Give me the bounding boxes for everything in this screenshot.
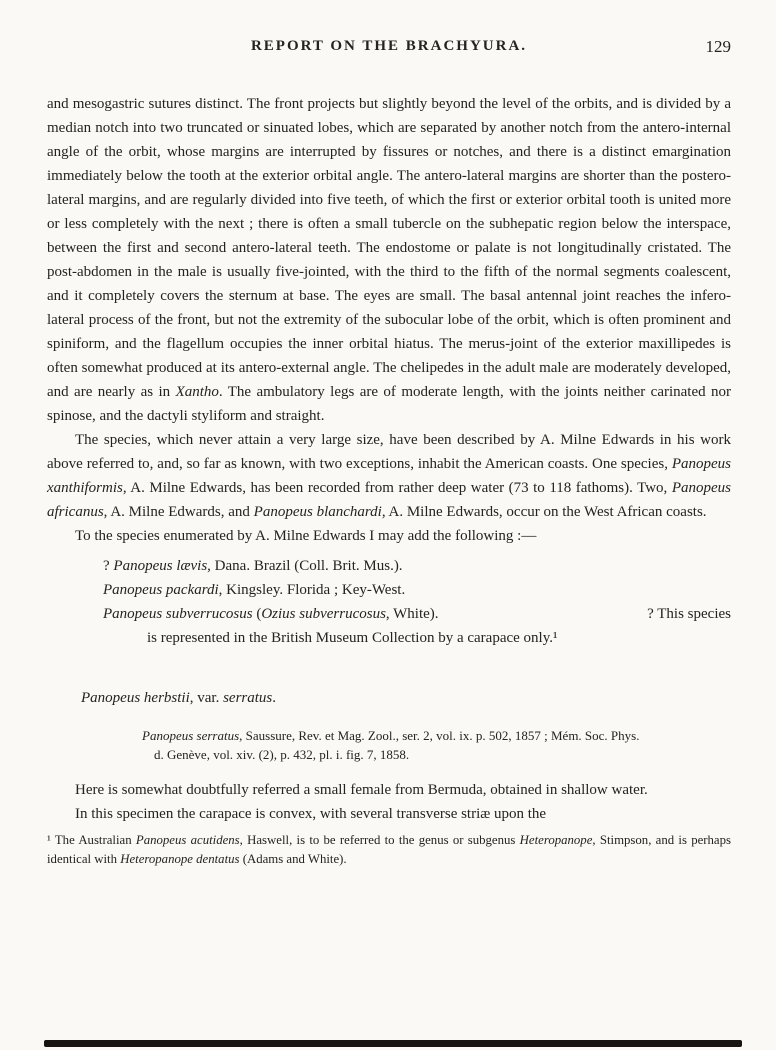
- text-segment: (Adams and White).: [239, 852, 347, 866]
- text-segment: , White).: [385, 606, 439, 622]
- italic-text-segment: Heteropanope dentatus: [120, 852, 240, 866]
- text-segment: The species, which never attain a very large size, have been described by A. Milne Edwards in his work above referred to, and, so far as known, with two exceptions, inhabit the American coasts. One species,: [47, 432, 731, 472]
- citation-line: [154, 745, 731, 764]
- italic-text-segment: Panopeus lævis: [113, 558, 208, 574]
- page-content: [47, 38, 731, 869]
- italic-text-segment: Ozius subverrucosus: [261, 606, 386, 622]
- paragraph-generic-description: [47, 92, 731, 428]
- species-name: [103, 602, 439, 626]
- species-list-item: [103, 602, 731, 626]
- species-note: [647, 602, 731, 626]
- footnote: [47, 831, 731, 869]
- text-segment: , Stimpson, and is perhaps identical with: [47, 833, 731, 866]
- text-segment: ? This species: [647, 606, 731, 622]
- text-segment: Here is somewhat doubtfully referred a small female from Bermuda, obtained in shallow water.: [75, 782, 648, 798]
- italic-text-segment: Panopeus herbstii: [81, 690, 190, 706]
- italic-text-segment: Panopeus acutidens: [135, 833, 240, 847]
- text-segment: d. Genève, vol. xiv. (2), p. 432, pl. i. fig. 7, 1858.: [154, 747, 410, 762]
- text-segment: ?: [103, 558, 114, 574]
- text-segment: , Haswell, is to be referred to the genus or subgenus: [239, 833, 520, 847]
- italic-text-segment: Panopeus africanus: [47, 480, 731, 520]
- text-segment: and mesogastric sutures distinct. The front projects but slightly beyond the level of the orbits, and is divided by a median notch into two truncated or sinuated lobes, which are separated by another notch from the antero-internal angle of the orbit, whose margins are interrupted by fissures or notches, and there is a distinct emargination immediately below the tooth at the exterior orbital angle. The antero-lateral margins are shorter than the postero-lateral margins, and are regularly divided into five teeth, of which the first or exterior orbital tooth is united more or less completely with the next ; there is often a small tubercle on the subhepatic region below the interspace, between the first and second antero-lateral teeth. The endostome or palate is not longitudinally cristated. The post-abdomen in the male is usually five-jointed, with the third to the fifth of the normal segments coalescent, and it completely covers the sternum at base. The eyes are small. The basal antennal joint reaches the infero-lateral process of the front, but not the extremity of the subocular lobe of the orbit, which is often prominent and spiniform, and the flagellum occupies the inner orbital hiatus. The merus-joint of the exterior maxillipedes is often somewhat produced at its antero-external angle. The chelipedes in the adult male are moderately developed, and are nearly as in: [47, 96, 731, 400]
- text-segment: , A. Milne Edwards, has been recorded from rather deep water (73 to 118 fathoms). Two,: [122, 480, 672, 496]
- citation: [142, 726, 731, 764]
- scan-edge-artifact: [44, 1040, 742, 1047]
- paragraph-bermuda: [47, 778, 731, 802]
- species-list-item: [103, 554, 731, 578]
- body-text: [47, 92, 731, 869]
- italic-text-segment: Panopeus blanchardi: [253, 504, 382, 520]
- running-title: REPORT ON THE BRACHYURA.: [250, 38, 528, 54]
- species-list: [103, 554, 731, 650]
- section-heading: [81, 686, 731, 710]
- text-segment: , A. Milne Edwards, and: [103, 504, 254, 520]
- italic-text-segment: Panopeus xanthiformis: [47, 456, 731, 496]
- text-segment: is represented in the British Museum Collection by a carapace only.¹: [147, 630, 558, 646]
- citation-line: [142, 726, 731, 745]
- text-segment: (: [252, 606, 262, 622]
- italic-text-segment: Heteropanope: [519, 833, 593, 847]
- text-segment: , Dana. Brazil (Coll. Brit. Mus.).: [207, 558, 403, 574]
- text-segment: . The ambulatory legs are of moderate length, with the joints neither carinated nor spinose, and the dactyli styliform and straight.: [47, 384, 732, 424]
- italic-text-segment: Panopeus subverrucosus: [103, 606, 253, 622]
- species-list-item: [103, 578, 731, 602]
- text-segment: To the species enumerated by A. Milne Edwards I may add the following :—: [75, 528, 537, 544]
- text-segment: .: [272, 690, 277, 706]
- page-header: [47, 38, 731, 62]
- italic-text-segment: serratus: [223, 690, 273, 706]
- text-segment: , Saussure, Rev. et Mag. Zool., ser. 2, vol. ix. p. 502, 1857 ; Mém. Soc. Phys.: [239, 728, 640, 743]
- text-segment: ¹ The Australian: [47, 833, 136, 847]
- species-list-item-continuation: [147, 626, 731, 650]
- italic-text-segment: Xantho: [175, 384, 219, 400]
- page-number: 129: [705, 37, 731, 56]
- text-segment: , var.: [189, 690, 224, 706]
- text-segment: In this specimen the carapace is convex, with several transverse striæ upon the: [75, 806, 547, 822]
- text-segment: , Kingsley. Florida ; Key-West.: [218, 582, 406, 598]
- paragraph-specimen: [47, 802, 731, 826]
- paragraph-species-intro: [47, 524, 731, 548]
- paragraph-species-overview: [47, 428, 731, 524]
- italic-text-segment: Panopeus packardi: [103, 582, 219, 598]
- italic-text-segment: Panopeus serratus: [142, 728, 240, 743]
- text-segment: , A. Milne Edwards, occur on the West African coasts.: [381, 504, 707, 520]
